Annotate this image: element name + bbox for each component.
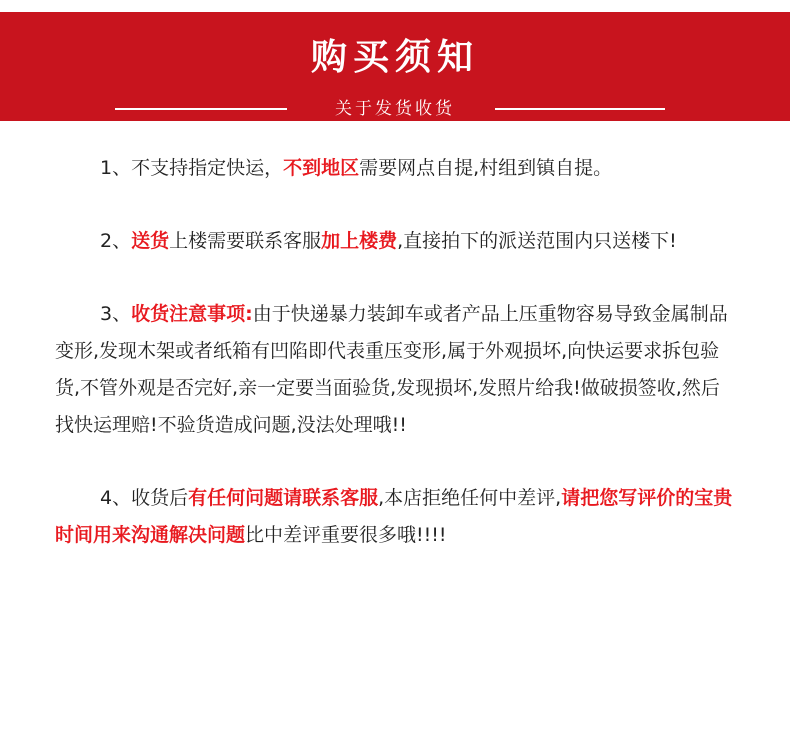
highlight-text: 不到地区 — [283, 157, 360, 179]
subtitle-divider-right — [495, 108, 665, 110]
highlight-text: 请把您写评价的宝贵时间用来沟通解决问题 — [55, 487, 733, 546]
notice-text: 上楼需要联系客服 — [169, 230, 322, 252]
notice-paragraph-1 — [55, 150, 735, 187]
notice-text: ,本店拒绝任何中差评, — [378, 487, 562, 509]
notice-text: 由于快递暴力装卸车或者产品上压重物容易导致金属制品变形,发现木架或者纸箱有凹陷即代表重压变形,属于外观损坏,向快运要求拆包验货,不管外观是否完好,亲一定要当面验货,发现损坏,发照片给我!做破损签收,然后找快运理赔!不验货造成问题,没法处理哦!! — [55, 303, 728, 436]
notice-text: 2、 — [100, 230, 132, 252]
page-title: 购买须知 — [310, 37, 479, 78]
notice-text: 比中差评重要很多哦!!!! — [245, 524, 447, 546]
highlight-text: 收货注意事项: — [131, 303, 253, 325]
notice-text: 需要网点自提,村组到镇自提。 — [359, 157, 613, 179]
highlight-text: 有任何问题请联系客服 — [188, 487, 379, 509]
highlight-text: 送货 — [131, 230, 170, 252]
notice-paragraph-2 — [55, 223, 735, 260]
notice-content — [55, 150, 735, 554]
notice-paragraph-3 — [55, 296, 735, 444]
notice-paragraph-4 — [55, 480, 735, 554]
notice-text: 4、收货后 — [100, 487, 189, 509]
header-banner — [0, 12, 790, 121]
page-subtitle: 关于发货收货 — [335, 99, 455, 119]
notice-text: ,直接拍下的派送范围内只送楼下! — [397, 230, 677, 252]
highlight-text: 加上楼费 — [321, 230, 398, 252]
notice-text: 1、不支持指定快运， — [100, 157, 284, 179]
notice-text: 3、 — [100, 303, 132, 325]
